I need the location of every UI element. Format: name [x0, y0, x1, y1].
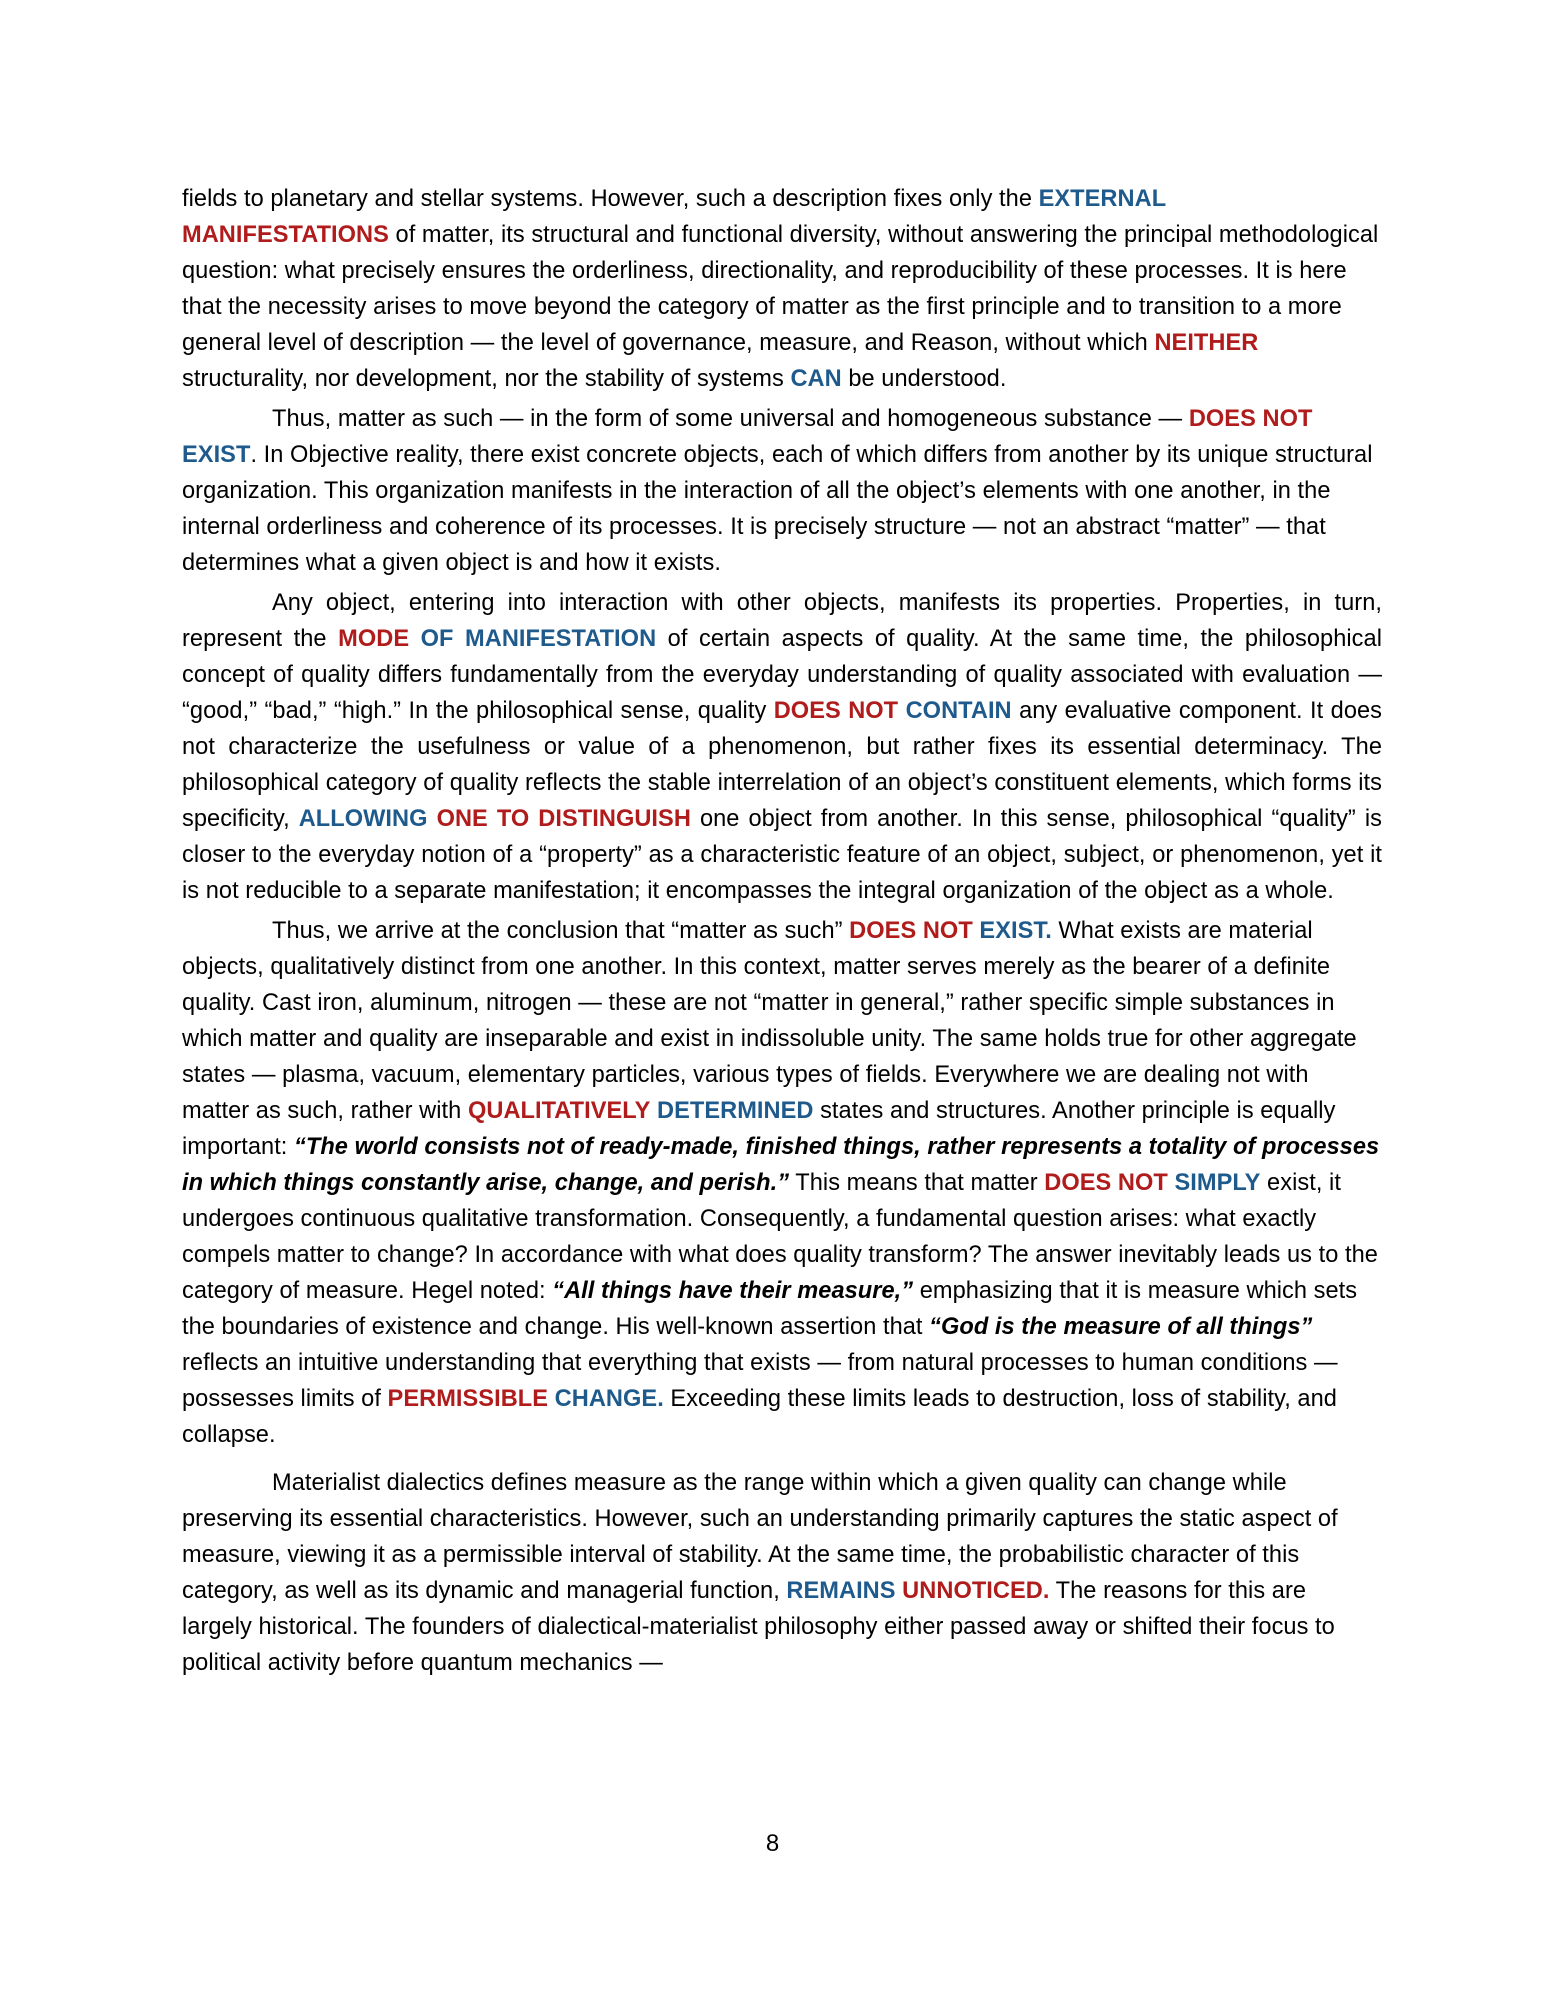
highlight-blue: ALLOWING [298, 806, 428, 832]
text-run: What exists are material objects, qualitatively distinct from one another. In this context, matter serves merely as the bearer of a definite quality. Cast iron, aluminum, nitrogen — these are not “matter in general,” rather specific simple substances in which matter and quality are inseparable and exist in indissoluble unity. The same holds true for other aggregate states — plasma, vacuum, elementary particles, various types of fields. Everywhere we are dealing not with matter as such, rather with [182, 918, 1357, 1124]
highlight-red: DOES NOT [773, 698, 899, 724]
highlight-blue: EXIST. [979, 918, 1052, 944]
text-run: reflects an intuitive understanding that everything that exists — from natural processes to human conditions — possesses limits of [182, 1350, 1338, 1412]
highlight-red: MANIFESTATIONS [182, 222, 389, 248]
quote: “All things have their measure,” [552, 1278, 914, 1304]
highlight-red: UNNOTICED. [902, 1578, 1050, 1604]
highlight-red: DOES NOT [1188, 406, 1313, 432]
highlight-blue: DETERMINED [656, 1098, 814, 1124]
highlight-red: MODE [338, 626, 410, 652]
highlight-blue: EXIST [182, 442, 251, 468]
paragraph-5 [182, 1465, 1382, 1681]
text-run: be understood. [841, 366, 1007, 392]
text-run: Any object, entering into interaction with other objects, manifests its properties. Properties, in turn, represent the [182, 590, 1382, 652]
highlight-red: QUALITATIVELY [467, 1098, 651, 1124]
quote: “The world consists not of ready-made, finished things, rather represents a totality of processes in which things constantly arise, change, and perish.” [182, 1134, 1380, 1196]
text-run: one object from another. In this sense, philosophical “quality” is closer to the everyday notion of a “property” as a characteristic feature of an object, subject, or phenomenon, yet it is not reducible to a separate manifestation; it encompasses the integral organization of the object as a whole. [182, 806, 1382, 904]
highlight-blue: OF MANIFESTATION [420, 626, 657, 652]
text-run: Thus, matter as such — in the form of some universal and homogeneous substance — [272, 406, 1189, 432]
highlight-red: PERMISSIBLE [387, 1386, 549, 1412]
text-run: states and structures. Another principle is equally important: [182, 1098, 1336, 1160]
paragraph-1 [182, 181, 1382, 397]
quote: “God is the measure of all things” [929, 1314, 1313, 1340]
text-run: . In Objective reality, there exist concrete objects, each of which differs from another by its unique structural organization. This organization manifests in the interaction of all the object’s elements with one another, in the internal orderliness and coherence of its processes. It is precisely structure — not an abstract “matter” — that determines what a given object is and how it exists. [182, 442, 1373, 576]
text-run: This means that matter [789, 1170, 1045, 1196]
highlight-red: NEITHER [1154, 330, 1259, 356]
paragraph-4 [182, 913, 1382, 1453]
body-text [182, 181, 1382, 1681]
text-run: Materialist dialectics defines measure as the range within which a given quality can change while preserving its essential characteristics. However, such an understanding primarily captures the static aspect of measure, viewing it as a permissible interval of stability. At the same time, the probabilistic character of this category, as well as its dynamic and managerial function, [182, 1470, 1338, 1604]
highlight-blue: SIMPLY [1174, 1170, 1261, 1196]
highlight-red: ONE TO DISTINGUISH [436, 806, 691, 832]
highlight-blue: CHANGE. [554, 1386, 664, 1412]
text-run: fields to planetary and stellar systems. However, such a description fixes only the [182, 186, 1039, 212]
paragraph-3 [182, 585, 1382, 909]
highlight-blue: REMAINS [786, 1578, 896, 1604]
highlight-blue: CONTAIN [905, 698, 1012, 724]
highlight-red: DOES NOT [1044, 1170, 1168, 1196]
paragraph-2 [182, 401, 1382, 581]
text-run: exist, it undergoes continuous qualitative transformation. Consequently, a fundamental question arises: what exactly compels matter to change? In accordance with what does quality transform? The answer inevitably leads us to the category of measure. Hegel noted: [182, 1170, 1378, 1304]
text-run: structurality, nor development, nor the stability of systems [182, 366, 791, 392]
text-run: Exceeding these limits leads to destruction, loss of stability, and collapse. [182, 1386, 1337, 1448]
text-run: The reasons for this are largely historical. The founders of dialectical-materialist philosophy either passed away or shifted their focus to political activity before quantum mechanics — [182, 1578, 1335, 1676]
text-run: of certain aspects of quality. At the same time, the philosophical concept of quality differs fundamentally from the everyday understanding of quality associated with evaluation — “good,” “bad,” “high.” In the philosophical sense, quality [182, 626, 1382, 724]
highlight-blue: EXTERNAL [1038, 186, 1167, 212]
text-run: Thus, we arrive at the conclusion that “matter as such” [272, 918, 850, 944]
highlight-red: DOES NOT [849, 918, 973, 944]
text-run: any evaluative component. It does not characterize the usefulness or value of a phenomenon, but rather fixes its essential determinacy. The philosophical category of quality reflects the stable interrelation of an object’s constituent elements, which forms its specificity, [182, 698, 1383, 832]
text-run: of matter, its structural and functional diversity, without answering the principal methodological question: what precisely ensures the orderliness, directionality, and reproducibility of these processes. It is here that the necessity arises to move beyond the category of matter as the first principle and to transition to a more general level of description — the level of governance, measure, and Reason, without which [182, 222, 1379, 356]
text-run: emphasizing that it is measure which sets the boundaries of existence and change. His well-known assertion that [182, 1278, 1358, 1340]
highlight-blue: CAN [790, 366, 842, 392]
page-number: 8 [765, 1830, 780, 1857]
